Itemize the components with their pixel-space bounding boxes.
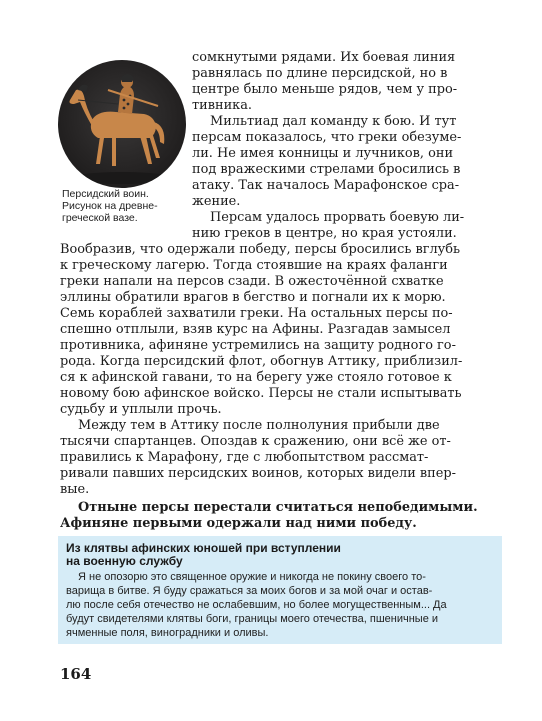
text-line: Семь кораблей захватили греки. На остальных персы по- xyxy=(60,306,453,321)
oath-text-line: ячменные поля, виноградники и оливы. xyxy=(66,627,269,639)
text-line: Мильтиад дал команду к бою. И тут xyxy=(210,114,457,129)
caption-line: Персидский воин. xyxy=(62,188,149,200)
text-line: равнялась по длине персидской, но в xyxy=(192,66,448,81)
vase-painting-image xyxy=(58,60,186,188)
text-line: греки напали на персов сзади. В ожесточённой схватке xyxy=(60,274,444,289)
text-line: вые. xyxy=(60,482,90,497)
text-line: новому бою афинское войско. Персы не стали испытывать xyxy=(60,386,462,401)
text-line: судьбу и уплыли прочь. xyxy=(60,402,222,417)
text-line: под вражескими стрелами бросились в xyxy=(192,162,461,177)
figure-caption xyxy=(62,188,182,224)
text-line: Вообразив, что одержали победу, персы бросились вглубь xyxy=(60,242,461,257)
text-line: ривали павших персидских воинов, которых видели впер- xyxy=(60,466,456,481)
text-line-bold: Отныне персы перестали считаться непобедимыми. xyxy=(78,500,478,515)
oath-text-line: лю после себя отечество не ослабевшим, но более могущественным... Да xyxy=(66,599,447,611)
oath-text-line: будут свидетелями клятвы боги, границы моего отечества, пшеничные и xyxy=(66,613,439,625)
text-line-bold: Афиняне первыми одержали над ними победу. xyxy=(60,516,417,531)
text-line: противника, афиняне устремились на защиту родного го- xyxy=(60,338,456,353)
page-number: 164 xyxy=(60,665,92,683)
oath-box-title xyxy=(66,542,486,568)
oath-title-line: Из клятвы афинских юношей при вступлении xyxy=(66,541,341,555)
text-line: спешно отплыли, взяв курс на Афины. Разгадав замысел xyxy=(60,322,451,337)
text-line: рода. Когда персидский флот, обогнув Аттику, приблизил- xyxy=(60,354,463,369)
caption-line: Рисунок на древне- xyxy=(62,200,158,212)
text-line: правились к Марафону, где с любопытством рассмат- xyxy=(60,450,429,465)
text-line: эллины обратили врагов в бегство и погнали их к морю. xyxy=(60,290,446,305)
text-line: к греческому лагерю. Тогда стоявшие на краях фаланги xyxy=(60,258,448,273)
oath-box-text xyxy=(66,570,498,640)
oath-text-line: варища в битве. Я буду сражаться за моих богов и за мой очаг и остав- xyxy=(66,585,433,597)
text-line: атаку. Так началось Марафонское сра- xyxy=(192,178,460,193)
oath-title-line: на военную службу xyxy=(66,554,183,568)
oath-text-line: Я не опозорю это священное оружие и никогда не покину своего то- xyxy=(78,571,426,583)
text-line: центре было меньше рядов, чем у про- xyxy=(192,82,458,97)
text-line: нию греков в центре, но края устояли. xyxy=(192,226,457,241)
text-line: тысячи спартанцев. Опоздав к сражению, они всё же от- xyxy=(60,434,451,449)
text-line: персам показалось, что греки обезуме- xyxy=(192,130,462,145)
text-line: жение. xyxy=(192,194,241,209)
text-line: ли. Не имея конницы и лучников, они xyxy=(192,146,454,161)
persian-warrior-vase-image xyxy=(58,60,186,188)
text-line: сомкнутыми рядами. Их боевая линия xyxy=(192,50,456,65)
oath-box xyxy=(58,536,502,644)
text-line: Персам удалось прорвать боевую ли- xyxy=(210,210,465,225)
caption-line: греческой вазе. xyxy=(62,212,138,224)
text-line: Между тем в Аттику после полнолуния прибыли две xyxy=(78,418,440,433)
text-line: тивника. xyxy=(192,98,253,113)
text-line: ся к афинской гавани, то на берегу уже стояло готовое к xyxy=(60,370,452,385)
